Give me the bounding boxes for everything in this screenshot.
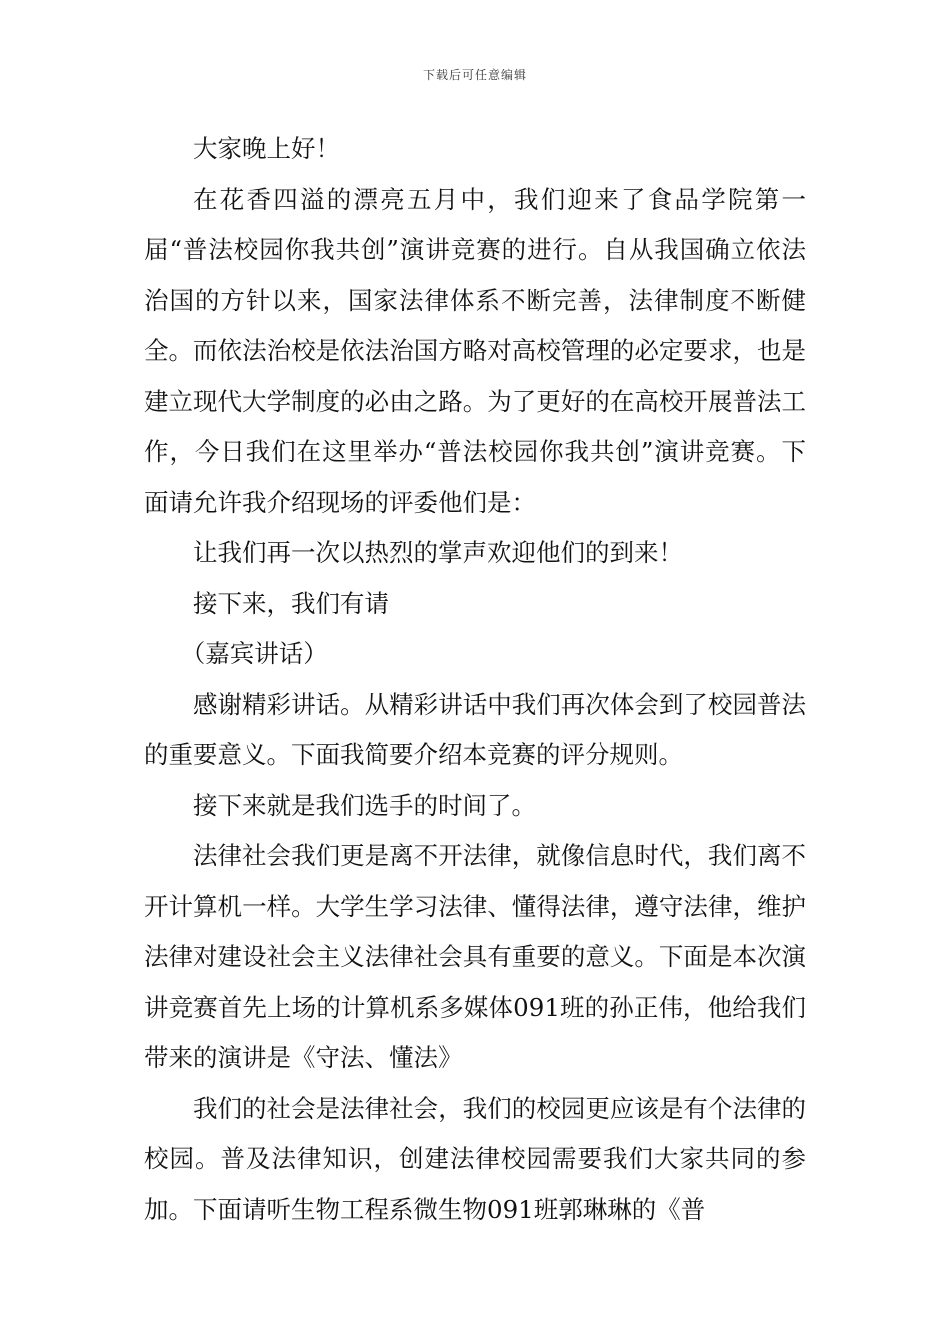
- opening-paragraph: 在花香四溢的漂亮五月中，我们迎来了食品学院第一届“普法校园你我共创”演讲竞赛的进行。自从我国确立依法治国的方针以来，国家法律体系不断完善，法律制度不断健全。而依法治校是依法治国方略对高校管理的必定要求，也是建立现代大学制度的必由之路。为了更好的在高校开展普法工作，今日我们在这里举办“普法校园你我共创”演讲竞赛。下面请允许我介绍现场的评委他们是：: [144, 184, 806, 517]
- invite-guest-paragraph: 接下来，我们有请: [193, 588, 389, 618]
- guest-speech-note: （嘉宾讲话）: [180, 639, 328, 668]
- greeting-paragraph: 大家晚上好！: [193, 134, 340, 163]
- thanks-paragraph: 感谢精彩讲话。从精彩讲话中我们再次体会到了校园普法的重要意义。下面我简要介绍本竞赛的评分规则。: [144, 689, 806, 769]
- welcome-judges-paragraph: 让我们再一次以热烈的掌声欢迎他们的到来！: [193, 538, 683, 567]
- page-header-note: 下载后可任意编辑: [422, 68, 527, 82]
- second-contestant-paragraph: 我们的社会是法律社会，我们的校园更应该是有个法律的校园。普及法律知识，创建法律校园需要我们大家共同的参加。下面请听生物工程系微生物091班郭琳琳的《普: [144, 1093, 806, 1224]
- first-contestant-paragraph: 法律社会我们更是离不开法律，就像信息时代，我们离不开计算机一样。大学生学习法律、懂得法律，遵守法律，维护法律对建设社会主义法律社会具有重要的意义。下面是本次演讲竞赛首先上场的计算机系多媒体091班的孙正伟，他给我们带来的演讲是《守法、懂法》: [144, 841, 806, 1072]
- document-body: [144, 124, 806, 1235]
- contestant-time-paragraph: 接下来就是我们选手的时间了。: [193, 790, 536, 820]
